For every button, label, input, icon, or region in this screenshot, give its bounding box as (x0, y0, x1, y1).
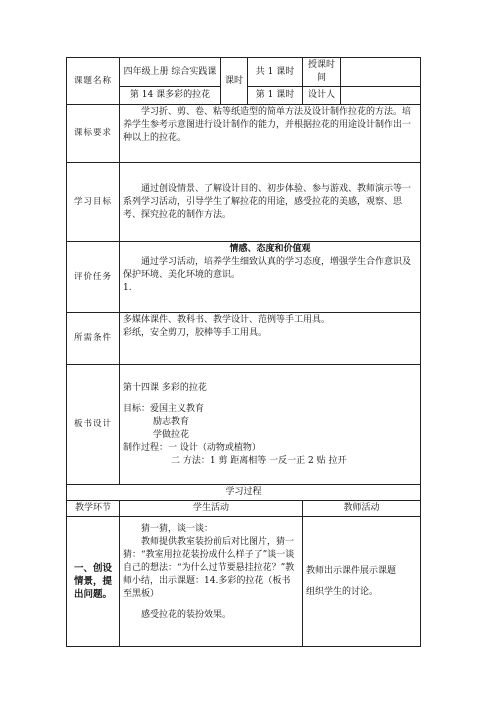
objectives-text: 通过创设情景、了解设计目的、初步体验、参与游戏、教师演示等一系列学习活动，引导学生了解拉花的用途，感受拉花的美感，观察、思考、探究拉花的制作方法。 (123, 183, 412, 220)
stage1-label: 一、创设情景，提出问题。 (67, 517, 120, 647)
conditions-line1: 多媒体课件、教科书、教学设计、范例等手工用具。 (123, 315, 331, 325)
total-periods: 共 1 课时 (248, 58, 303, 87)
teacher-activity-2: 组织学生的讨论。 (306, 586, 379, 597)
student-activity-2: 教师提供教室装扮前后对比图片，猜一猜：“教室用拉花装扮成什么样子了”谈一谈自己的想法：“为什么过节要悬挂拉花？”教师小结，出示课题：14.多彩的拉花（板书至黑板） (123, 537, 295, 599)
period-label: 课时 (221, 58, 248, 105)
teach-time-value (341, 58, 421, 87)
evaluation-text: 通过学习活动，培养学生细致认真的学习态度，增强学生合作意识及保护环境、美化环境的意识。 (123, 257, 412, 280)
conditions-label: 所需条件 (67, 313, 120, 365)
board-goal2: 励志教育 (153, 416, 190, 427)
course-name-line1: 四年级上册 综合实践课 (120, 58, 221, 87)
board-goal3: 学做拉花 (153, 429, 190, 440)
process-title: 学习过程 (67, 485, 421, 501)
course-label: 课题名称 (67, 58, 120, 105)
conditions-line2: 彩纸，安全剪刀，胶棒等手工用具。 (123, 328, 268, 338)
designer-value (341, 87, 421, 105)
evaluation-item: 1. (123, 283, 132, 293)
standard-text: 学习折、剪、卷、粘等纸造型的简单方法及设计制作拉花的方法。培养学生参考示意图进行设计制作的能力，并根据拉花的用途设计制作出一种以上的拉花。 (123, 107, 412, 143)
col-teacher-header: 教师活动 (303, 501, 421, 517)
teacher-activity-1: 教师出示课件展示课题 (306, 565, 397, 576)
student-activity-1: 猜一猜，谈一谈： (141, 524, 214, 534)
period-number: 第 1 课时 (248, 87, 303, 105)
objectives-label: 学习目标 (67, 163, 120, 242)
evaluation-heading: 情感、态度和价值观 (229, 244, 311, 254)
board-method: 二 方法：1 剪 距离相等 一反一正 2 贴 拉开 (171, 455, 347, 466)
col-student-header: 学生活动 (120, 501, 303, 517)
student-activity-3: 感受拉花的装扮效果。 (141, 610, 232, 620)
teach-time-label: 授课时间 (303, 58, 341, 87)
lesson-plan-table (66, 57, 421, 647)
board-process: 制作过程：一 设计（动物或植物） (123, 442, 261, 453)
board-title: 第十四课 多彩的拉花 (123, 382, 207, 393)
standard-label: 课标要求 (67, 105, 120, 163)
lesson-plan (66, 57, 420, 647)
evaluation-label: 评价任务 (67, 242, 120, 313)
col-stage-header: 教学环节 (67, 501, 120, 517)
board-goal1: 目标：爱国主义教育 (123, 403, 205, 414)
designer-label: 设计人 (303, 87, 341, 105)
board-label: 板书设计 (67, 365, 120, 485)
course-name-line2: 第 14 课多彩的拉花 (120, 87, 221, 105)
